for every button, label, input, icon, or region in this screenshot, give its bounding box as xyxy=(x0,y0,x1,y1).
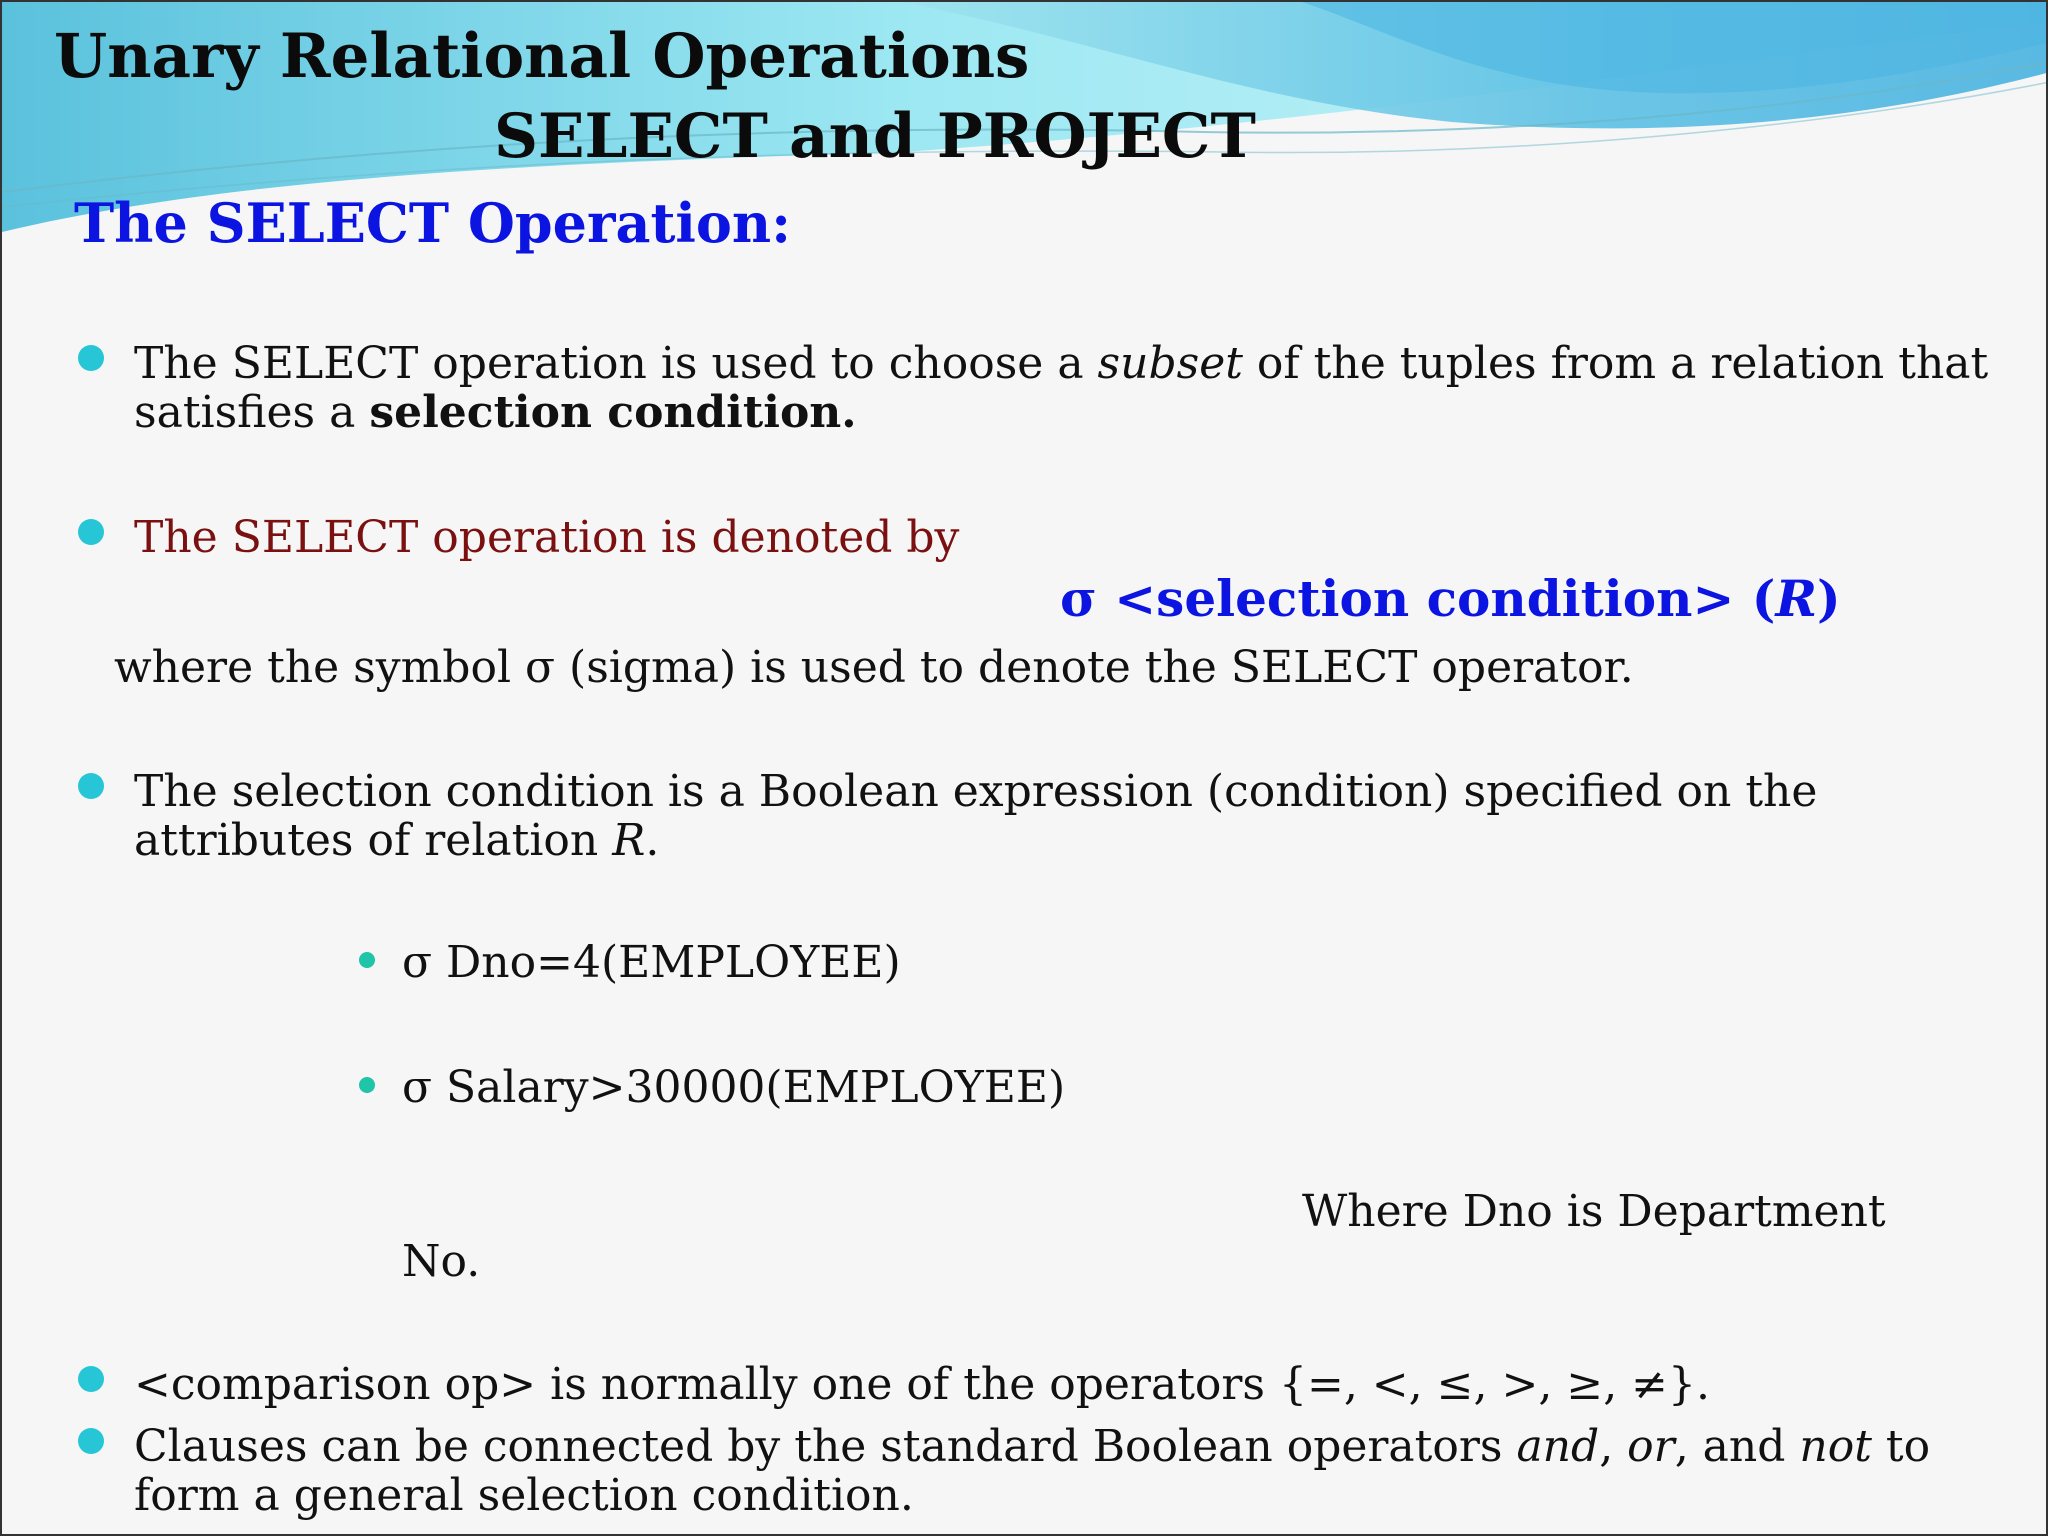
bullet3-line1: The selection condition is a Boolean expression (condition) specified on the xyxy=(134,766,1818,817)
bullet1-line2 xyxy=(134,389,857,437)
bullet5-text-not: not xyxy=(1799,1421,1872,1472)
bullet-dot xyxy=(78,1366,104,1392)
bullet5-text-and: and xyxy=(1516,1421,1600,1472)
bullet-dot xyxy=(78,345,104,371)
bullet1-text-italic: subset xyxy=(1097,338,1243,389)
sub-bullet-dot xyxy=(359,1077,375,1093)
note-line-2: No. xyxy=(402,1236,481,1287)
bullet2-text: The SELECT operation is denoted by xyxy=(134,512,960,563)
title-line-2: SELECT and PROJECT xyxy=(494,101,1256,172)
select-formula xyxy=(1060,569,1841,628)
bullet1-line1 xyxy=(134,340,1988,388)
sub-bullet-dot xyxy=(359,952,375,968)
bullet-dot xyxy=(78,519,104,545)
example-2: σ Salary>30000(EMPLOYEE) xyxy=(402,1062,1066,1113)
bullet-dot xyxy=(78,1428,104,1454)
bullet5-text-a: Clauses can be connected by the standard Boolean operators xyxy=(134,1421,1517,1472)
sigma-explanation: where the symbol σ (sigma) is used to denote the SELECT operator. xyxy=(114,642,1634,693)
example-1: σ Dno=4(EMPLOYEE) xyxy=(402,937,901,988)
bullet3-line2 xyxy=(134,817,659,865)
bullet1-text-a: The SELECT operation is used to choose a xyxy=(134,338,1098,389)
bullet-dot xyxy=(78,773,104,799)
bullet5-text-c: , xyxy=(1599,1421,1628,1472)
formula-text-a: σ <selection condition> ( xyxy=(1060,569,1776,628)
bullet1-text-d: satisfies a xyxy=(134,387,370,438)
bullet1-text-c: of the tuples from a relation that xyxy=(1242,338,1989,389)
bullet1-text-bold: selection condition. xyxy=(369,387,857,438)
title-line-1: Unary Relational Operations xyxy=(54,21,1030,92)
bullet3-text-a: attributes of relation xyxy=(134,815,613,866)
bullet5-text-g: to xyxy=(1871,1421,1931,1472)
bullet5-text-e: , and xyxy=(1674,1421,1800,1472)
formula-text-r: R xyxy=(1775,569,1817,628)
note-line-1: Where Dno is Department xyxy=(1302,1186,1886,1237)
bullet3-text-c: . xyxy=(645,815,660,866)
bullet5-text-or: or xyxy=(1627,1421,1675,1472)
bullet5-line1 xyxy=(134,1423,1930,1471)
bullet5-line2: form a general selection condition. xyxy=(134,1470,914,1521)
section-heading: The SELECT Operation: xyxy=(74,191,792,255)
formula-text-c: ) xyxy=(1817,569,1841,628)
bullet4-text: <comparison op> is normally one of the operators {=, <, ≤, >, ≥, ≠}. xyxy=(134,1359,1711,1410)
bullet3-text-r: R xyxy=(612,815,646,866)
